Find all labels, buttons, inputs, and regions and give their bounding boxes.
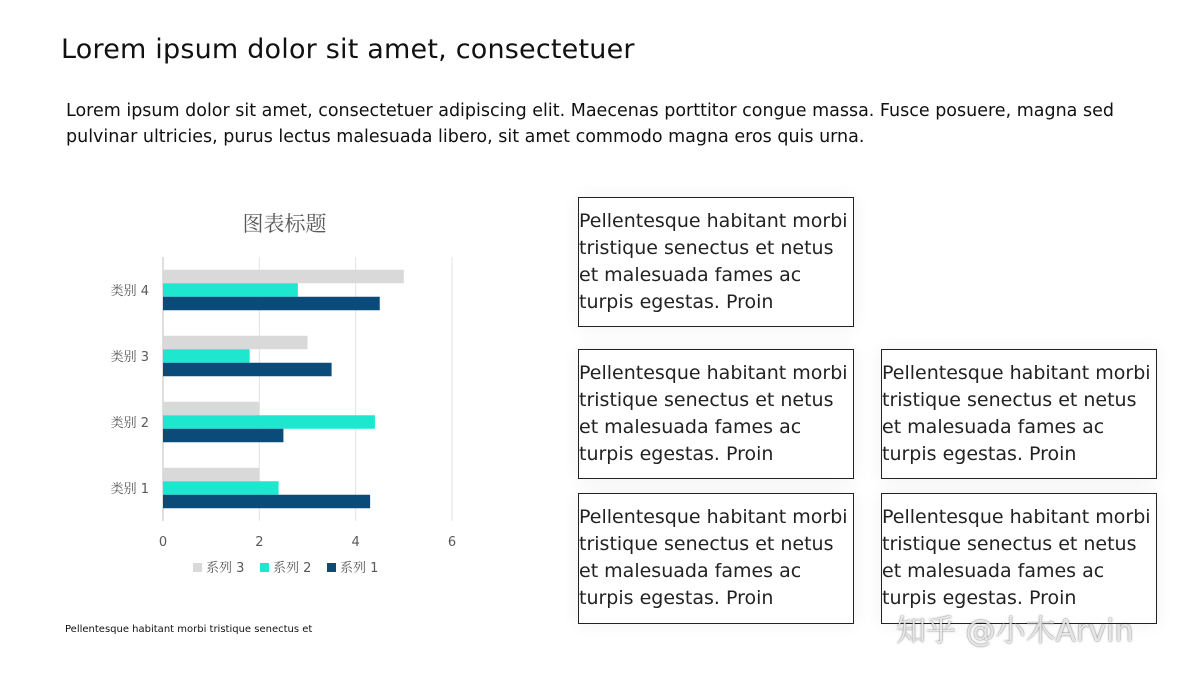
legend-label: 系列 1 <box>340 561 379 576</box>
y-tick-label: 类别 3 <box>110 350 149 365</box>
bar-1-1 <box>163 495 370 509</box>
bar-2-4 <box>163 283 298 297</box>
legend-swatch <box>193 563 202 572</box>
bar-2-1 <box>163 481 279 495</box>
bar-chart-svg <box>90 195 510 595</box>
text-box-3[interactable]: Pellentesque habitant morbi tristique senectus et netus et malesuada fames ac turpis egestas. Proin <box>881 349 1157 479</box>
bar-1-4 <box>163 297 380 311</box>
text-box-4[interactable]: Pellentesque habitant morbi tristique senectus et netus et malesuada fames ac turpis egestas. Proin <box>578 493 854 624</box>
watermark: 知乎 @小木Arvin <box>896 614 1134 649</box>
bar-chart <box>90 195 510 595</box>
bar-3-1 <box>163 468 259 482</box>
page-subtitle: Lorem ipsum dolor sit amet, consectetuer adipiscing elit. Maecenas porttitor congue massa. Fusce posuere, magna sed pulvinar ultricies, purus lectus malesuada libero, sit amet commodo magna eros quis urna. <box>66 101 1114 147</box>
x-tick-label: 6 <box>447 535 457 550</box>
text-box-2[interactable]: Pellentesque habitant morbi tristique senectus et netus et malesuada fames ac turpis egestas. Proin <box>578 349 854 479</box>
bar-2-3 <box>163 349 250 363</box>
bar-1-2 <box>163 429 283 443</box>
bar-2-2 <box>163 415 375 429</box>
legend-label: 系列 3 <box>206 561 245 576</box>
x-tick-label: 4 <box>351 535 360 550</box>
y-tick-label: 类别 1 <box>110 482 149 497</box>
text-box-1[interactable]: Pellentesque habitant morbi tristique senectus et netus et malesuada fames ac turpis egestas. Proin <box>578 197 854 327</box>
legend-label: 系列 2 <box>273 561 312 576</box>
chart-title: 图表标题 <box>242 212 327 236</box>
x-tick-label: 0 <box>158 535 168 550</box>
y-tick-label: 类别 2 <box>110 416 149 431</box>
bar-3-4 <box>163 270 404 284</box>
text-box-5[interactable]: Pellentesque habitant morbi tristique senectus et netus et malesuada fames ac turpis egestas. Proin <box>881 493 1157 624</box>
bar-3-3 <box>163 336 308 350</box>
legend-swatch <box>327 563 336 572</box>
bar-1-3 <box>163 363 332 377</box>
footnote: Pellentesque habitant morbi tristique senectus et <box>65 624 313 635</box>
bar-3-2 <box>163 402 259 416</box>
page-title: Lorem ipsum dolor sit amet, consectetuer <box>61 34 635 65</box>
y-tick-label: 类别 4 <box>110 284 149 299</box>
x-tick-label: 2 <box>255 535 264 550</box>
legend-swatch <box>260 563 269 572</box>
